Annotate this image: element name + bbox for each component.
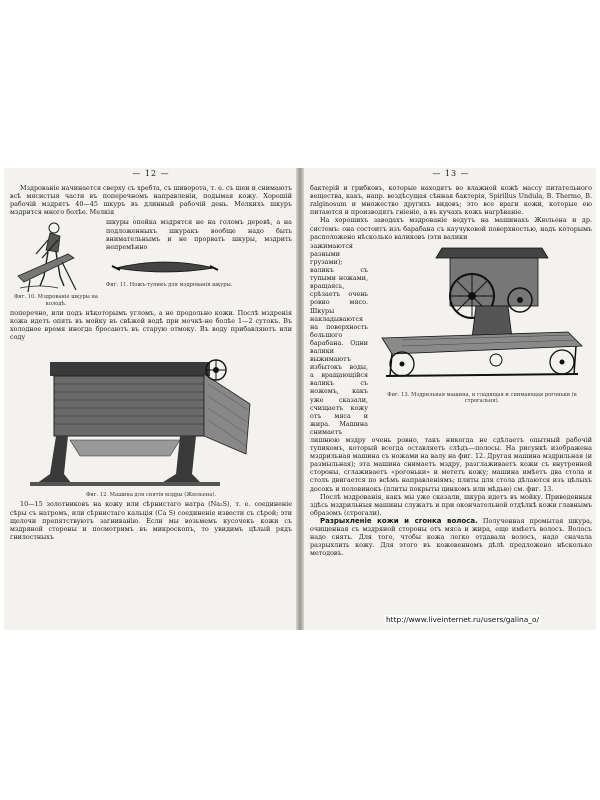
right-wrap-column [310, 242, 368, 436]
right-paragraph-5-text: Полученная промытая шкура, очищенная съ мздряной стороны отъ мяса и жира, еще имѣетъ волосъ. Волосъ надо снять. Для того, чтобы кожа легко отдавала волосъ, надо сначала разрыхлить кожу. Для этого въ кожевенномъ дѣлѣ предложено нѣсколько методовъ. [310, 516, 592, 558]
fig11-illustration [110, 254, 220, 280]
fig11-caption: Фиг. 11. Ножъ-тупикъ для мздрованія шкуры. [106, 281, 233, 288]
left-paragraph-1-wrap: шкуры опойка мздрятся не на голомъ деревѣ, а на подложенныхъ шкуракъ вообще надо быть внимательнымъ и не прорвать шкуры, мздрить непремѣнно [106, 218, 292, 251]
right-paragraph-3: лишнюю мздру очень ровно, такъ никогда не сдѣлаетъ опытный рабочій тупикомъ, который всегда оставляетъ слѣдъ—полосы. На рисункѣ изображена мздрильная машина съ ножами на валу на фиг. 12. Другая машина мздрильная (и размыльная); эта машина снимаетъ мздру, разглаживаетъ кожи съ внутренней стороны, сглаживаетъ «рогоньки» и мететъ кожу; машина имѣетъ два стола и столъ двигается по всѣмъ направленіямъ; плиты для стола дѣлаются изъ цѣлыхъ досокъ и половинокъ (плиты покрыты цинкомъ или мѣдью) см. фиг. 13. [310, 436, 592, 493]
left-paragraph-2: поперечно, или подъ нѣкоторымъ угломъ, а не продольно кожи. Послѣ мздренія кожа идетъ опять въ мойку въ свѣжей водѣ при мочкѣ-не болѣе 1—2 сутокъ. Въ холодное время иногда бросаютъ въ старую отмоку. Въ воду прибавляютъ или соду [10, 308, 292, 342]
fig10-illustration [10, 218, 102, 294]
figure-13-block [310, 242, 592, 436]
fig12-illustration [10, 344, 292, 492]
book-spread [4, 168, 596, 630]
page-number-left: — 12 — [132, 169, 170, 178]
right-paragraph-1: бактерій и грибковъ, которые находятъ во влажной кожѣ массу питательного вещества, какъ, напр. вездѣсущая сѣнная бактерія, Spirillus Undula, B. Thermo, B. ralginosum и множество другихъ видовъ; это все враги кожи, которые ею питаются и производятъ гніеніе, а въ кучахъ кожъ нагрѣваніе. [310, 184, 592, 217]
right-page [310, 168, 592, 630]
figure-12 [10, 344, 292, 498]
figure-11-block [106, 218, 292, 288]
right-paragraph-5 [310, 517, 592, 557]
left-paragraph-3: 10—15 золотниковъ на кожу или сѣрнистаго натра (Na₂S), т. е. соединеніе сѣры съ натромъ, или сѣрнистаго кальція (Ca S) соединеніе извести съ сѣрой; эти щелочи препятствуютъ загниванію. Если мы возьмемъ кусочекъ кожи съ мздряной стороны и посмотримъ въ микроскопъ, то увидимъ цѣлый рядъ гнилостныхъ [10, 500, 292, 541]
figure-10 [10, 218, 102, 306]
fig10-caption: Фиг. 10. Мздрованіе шкуры на колодѣ. [13, 294, 99, 307]
right-paragraph-2: На хорошихъ заводахъ мздрованіе ведутъ на машинахъ Жюльена и др. системъ: она состоитъ изъ барабана съ каучуковой поверхностью, надъ которымъ расположено нѣсколько валиковъ (эти валики [310, 216, 592, 241]
fig-row-10-11 [10, 218, 292, 306]
right-paragraph-2-wrap: зажимаются разными грузами); валикъ съ тупыми ножами, вращаясь, срѣзаетъ очень ровно мясо. Шкуры накладываются на поверхность большого барабана. Одни валики выжимаютъ избытокъ воды, а вращающійся валикъ съ ножемъ, какъ уже сказали, счищаетъ кожу отъ мяса и жира. Машина снимаетъ [310, 241, 368, 436]
left-paragraph-1: Мздрованіе начинается сверху съ хребта, съ шиворота, т. е. съ шеи и снимаютъ всѣ мясистыя части въ поперечномъ направленіи, подымая кожу. Хорошій рабочій мздрятъ 40—45 шкуръ въ длинный рабочій день. Мелкихъ шкуръ мздрится много болѣе. Мелкія [10, 184, 292, 217]
fig12-caption: Фиг. 12. Машина для снятія мздры (Жюльена). [86, 492, 216, 499]
section-heading: Разрыхленіе кожи и сгонка волоса. [320, 516, 478, 525]
right-paragraph-4: Послѣ мздрованія, какъ мы уже сказали, шкура идетъ въ мойку. Приведенныя здѣсь мздрильныя машины служатъ и при окончательной отдѣлкѣ кожи главнымъ образомъ (строгали). [310, 492, 592, 517]
fig13-caption: Фиг. 13. Мздрильная машина, и гладящая и снимающая рогоньки (в строгальня). [387, 391, 577, 404]
page-number-right: — 13 — [432, 169, 470, 178]
figure-13 [372, 242, 592, 404]
watermark-link[interactable]: http://www.liveinternet.ru/users/galina_o/ [386, 615, 539, 624]
left-page [10, 168, 292, 630]
fig13-illustration [372, 242, 592, 392]
book-gutter [296, 168, 304, 630]
